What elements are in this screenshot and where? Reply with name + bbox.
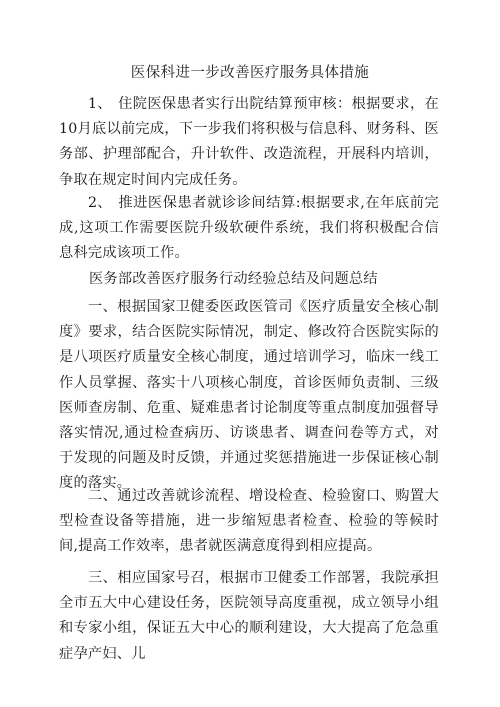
section-heading: 医务部改善医疗服务行动经验总结及问题总结 [89, 271, 378, 287]
item-text: 住院医保患者实行出院结算预审核：根据要求，在10月底以前完成，下一步我们将积极与信息科、财务科、医务部、护理部配合，升计软件、改造流程，开展科内培训，争取在规定时间内完成任务。 [59, 96, 439, 188]
measure-item-2 [59, 191, 439, 267]
item-number: 2、 [88, 195, 112, 211]
document-title: 医保科进一步改善医疗服务具体措施 [130, 65, 370, 81]
item-number: 1、 [88, 96, 112, 112]
item-text: 推进医保患者就诊诊间结算:根据要求,在年底前完成,这项工作需要医院升级软硬件系统，我们将积极配合信息科完成该项工作。 [59, 195, 439, 262]
body-paragraph-1: 一、根据国家卫健委医政医管司《医疗质量安全核心制度》要求，结合医院实际情况，制定、修改符合医院实际的是八项医疗质量安全核心制度，通过培训学习，临床一线工作人员掌握、落实十八项核心制度，首诊医师负责制、三级医师查房制、危重、疑难患者讨论制度等重点制度加强督导落实情况,通过检查病历、访谈患者、调查问卷等方式，对于发现的问题及时反馈，并通过奖惩措施进一步保证核心制度的落实。 [59, 299, 439, 492]
body-paragraph-2: 二、通过改善就诊流程、增设检查、检验窗口、购置大型检查设备等措施，进一步缩短患者检查、检验的等候时间,提高工作效率，患者就医满意度得到相应提高。 [59, 488, 439, 555]
body-paragraph-3: 三、相应国家号召，根据市卫健委工作部署，我院承担全市五大中心建设任务，医院领导高度重视，成立领导小组和专家小组，保证五大中心的顺利建设，大大提高了危急重症孕产妇、儿 [59, 570, 439, 662]
measure-item-1 [59, 92, 439, 193]
